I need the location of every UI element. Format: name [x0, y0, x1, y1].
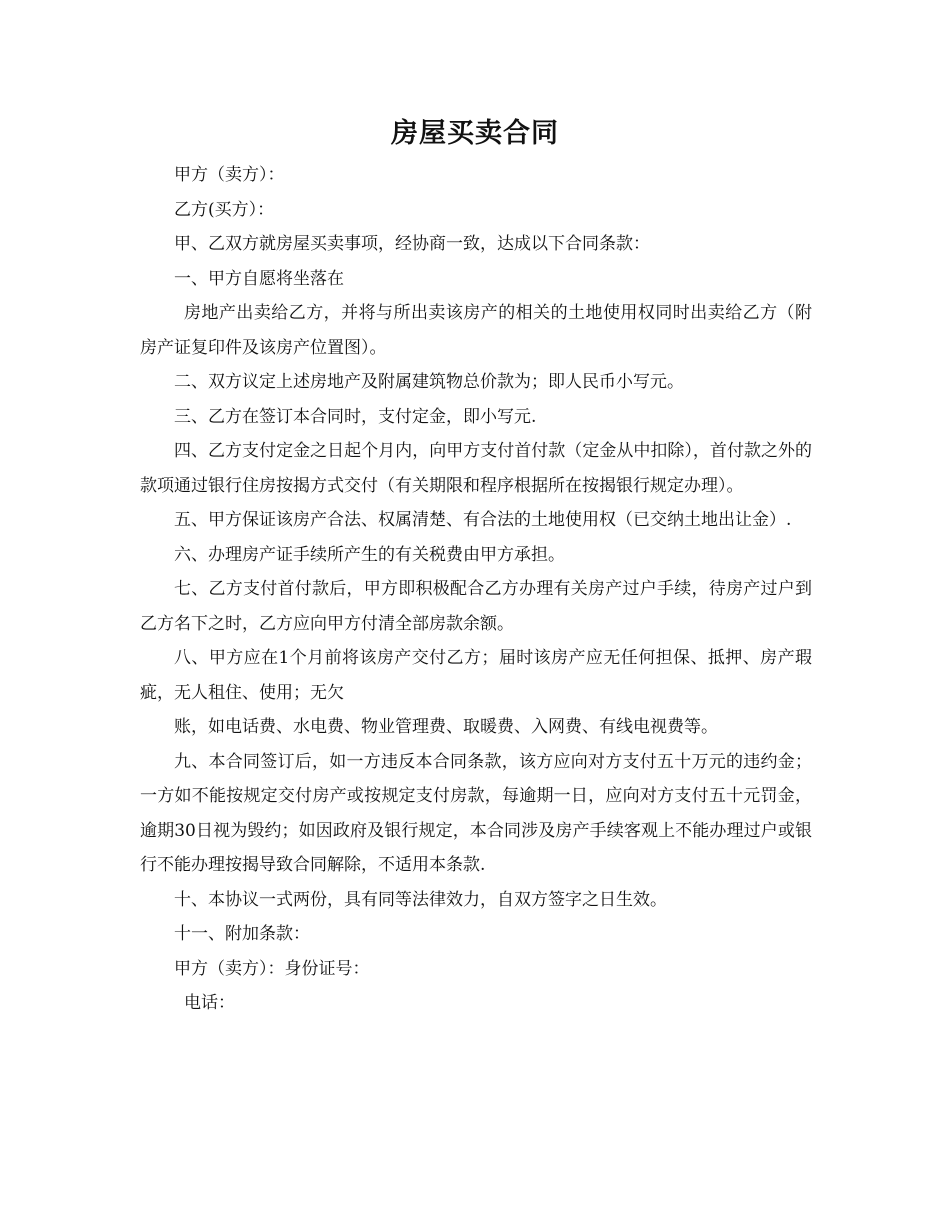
clause-6: 六、办理房产证手续所产生的有关税费由甲方承担。	[174, 544, 565, 565]
clause-2: 二、双方议定上述房地产及附属建筑物总价款为；即人民币小写元。	[174, 372, 684, 392]
clause-1-heading: 一、甲方自愿将坐落在	[174, 268, 344, 289]
clause-1-body: 房地产出卖给乙方，并将与所出卖该房产的相关的土地使用权同时出卖给乙方（附房产证复印件及该房产位置图）。	[140, 303, 812, 358]
clause-5: 五、甲方保证该房产合法、权属清楚、有合法的土地使用权（已交纳土地出让金）.	[174, 510, 792, 530]
seller-line: 甲方（卖方）：	[174, 165, 285, 185]
clause-8-continued: 账，如电话费、水电费、物业管理费、取暖费、入网费、有线电视费等。	[174, 717, 718, 737]
phone-line: 电话：	[184, 993, 235, 1013]
contract-body	[140, 158, 812, 1021]
clause-9: 九、本合同签订后，如一方违反本合同条款，该方应向对方支付五十万元的违约金；一方如不能按规定交付房产或按规定支付房款，每逾期一日，应向对方支付五十元罚金，逾期30日视为毁约；如因政府及银行规定，本合同涉及房产手续客观上不能办理过户或银行不能办理按揭导致合同解除，不适用本条款.	[140, 751, 812, 875]
contract-title: 房屋买卖合同	[391, 118, 559, 149]
clause-11: 十一、附加条款：	[174, 924, 310, 944]
seller-id-line: 甲方（卖方）：身份证号：	[174, 958, 370, 979]
buyer-line: 乙方(买方）：	[174, 199, 275, 220]
clause-3: 三、乙方在签订本合同时，支付定金，即小写元.	[174, 406, 537, 427]
agreement-intro: 甲、乙双方就房屋买卖事项，经协商一致，达成以下合同条款：	[174, 234, 650, 254]
clause-7: 七、乙方支付首付款后，甲方即积极配合乙方办理有关房产过户手续，待房产过户到乙方名下之时，乙方应向甲方付清全部房款余额。	[140, 579, 812, 634]
clause-8: 八、甲方应在1个月前将该房产交付乙方；届时该房产应无任何担保、抵押、房产瑕疵，无人租住、使用；无欠	[140, 648, 812, 703]
clause-4: 四、乙方支付定金之日起个月内，向甲方支付首付款（定金从中扣除），首付款之外的款项通过银行住房按揭方式交付（有关期限和程序根据所在按揭银行规定办理）。	[140, 441, 812, 496]
clause-10: 十、本协议一式两份，具有同等法律效力，自双方签字之日生效。	[174, 889, 667, 910]
